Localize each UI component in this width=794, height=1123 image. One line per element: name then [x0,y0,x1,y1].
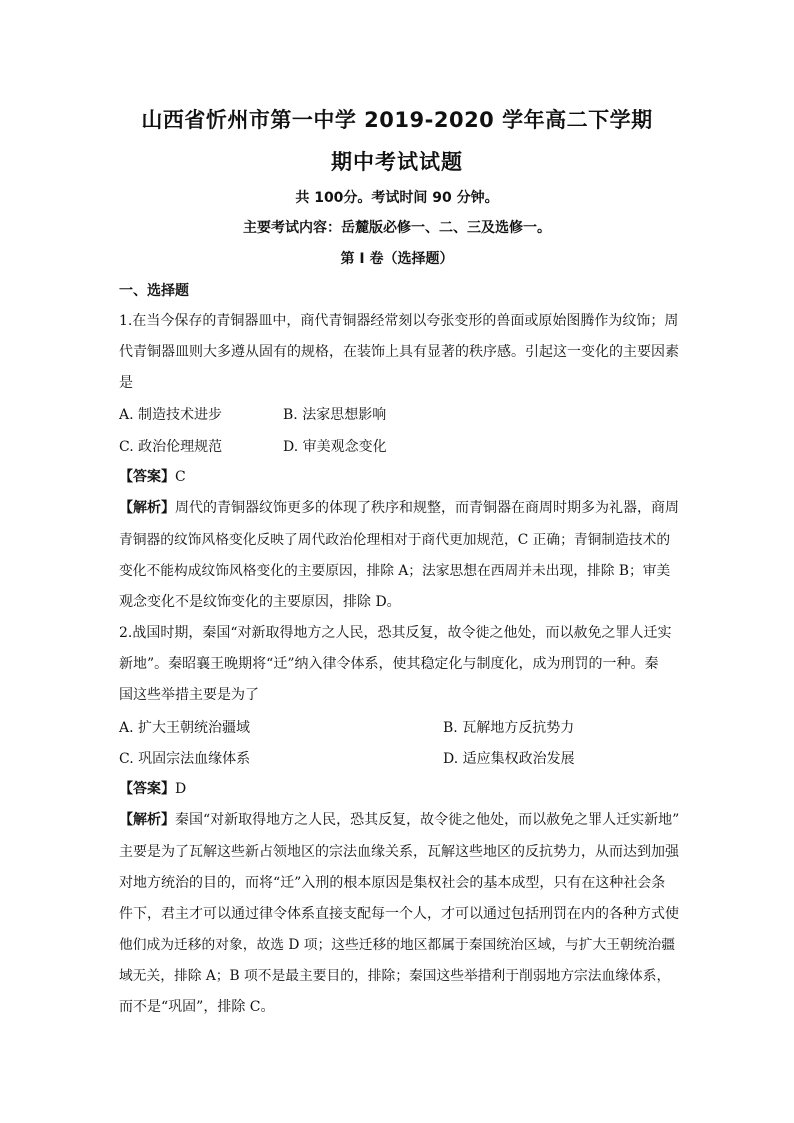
section-heading: 一、选择题 [119,283,189,299]
question-1-line-3: 是 [119,375,133,391]
answer-value: D [175,781,187,797]
analysis-tag: 【解析】 [119,500,175,516]
question-1-answer [119,467,679,487]
question-1-analysis-line-2: 青铜器的纹饰风格变化反映了周代政治伦理相对于商代更加规范，C 正确；青铜制造技术的 [119,532,671,548]
question-1-line-2: 代青铜器皿则大多遵从固有的规格，在装饰上具有显著的秩序感。引起这一变化的主要因素 [119,344,679,360]
question-2-analysis-line-2: 主要是为了瓦解这些新占领地区的宗法血缘关系，瓦解这些地区的反抗势力，从而达到加强 [119,844,679,860]
question-2-option-b: B. 瓦解地方反抗势力 [443,720,575,736]
question-2-line-1: 2.战国时期，秦国“对新取得地方之人民，恐其反复，故令徙之他处，而以赦免之罪人迁实 [119,625,672,641]
question-2-analysis-line-4: 件下，君主才可以通过律令体系直接支配每一个人，才可以通过包括刑罚在内的各种方式使 [119,906,679,922]
analysis-text: 秦国“对新取得地方之人民，恐其反复，故令徙之他处，而以赦免之罪人迁实新地” [175,812,680,828]
question-2-analysis-line-3: 对地方统治的目的，而将“迁”入刑的根本原因是集权社会的基本成型，只有在这种社会条 [119,875,666,891]
question-2-analysis-line-6: 域无关，排除 A；B 项不是最主要目的，排除；秦国这些举措利于削弱地方宗法血缘体系， [119,968,671,984]
analysis-tag: 【解析】 [119,812,175,828]
exam-info-score: 共 100分。考试时间 90 分钟。 [295,190,499,206]
exam-info-content: 主要考试内容：岳麓版必修一、二、三及选修一。 [243,220,551,236]
question-1-analysis-line-3: 变化不能构成纹饰风格变化的主要原因，排除 A；法家思想在西周并未出现，排除 B；审美 [119,563,671,579]
question-2-option-c: C. 巩固宗法血缘体系 [119,751,251,767]
volume-heading: 第 I 卷（选择题） [340,251,454,267]
question-2-analysis-line-5: 他们成为迁移的对象，故选 D 项；这些迁移的地区都属于秦国统治区域，与扩大王朝统治疆 [119,937,676,953]
answer-tag: 【答案】 [119,469,175,485]
question-2-option-a: A. 扩大王朝统治疆域 [119,720,251,736]
question-2-line-2: 新地”。秦昭襄王晚期将“迁”纳入律令体系，使其稳定化与制度化，成为刑罚的一种。秦 [119,656,659,672]
exam-title: 山西省忻州市第一中学 2019-2020 学年高二下学期 [141,108,653,132]
question-2-analysis-line-7: 而不是“巩固”，排除 C。 [119,999,275,1015]
question-1-line-1: 1.在当今保存的青铜器皿中，商代青铜器经常刻以夸张变形的兽面或原始图腾作为纹饰；周 [119,313,679,329]
question-1-option-d: D. 审美观念变化 [283,439,387,455]
question-1-analysis-line-1 [119,498,679,518]
question-1-option-c: C. 政治伦理规范 [119,439,223,455]
answer-tag: 【答案】 [119,781,175,797]
question-2-answer [119,779,679,799]
question-1-analysis-line-4: 观念变化不是纹饰变化的主要原因，排除 D。 [119,594,401,610]
answer-value: C [175,469,186,485]
question-2-analysis-line-1 [119,810,679,830]
analysis-text: 周代的青铜器纹饰更多的体现了秩序和规整，而青铜器在商周时期多为礼器，商周 [175,500,679,516]
question-1-option-a: A. 制造技术进步 [119,407,223,423]
question-2-option-d: D. 适应集权政治发展 [443,751,575,767]
exam-subtitle: 期中考试试题 [331,150,463,174]
question-1-option-b: B. 法家思想影响 [283,407,387,423]
question-2-line-3: 国这些举措主要是为了 [119,687,259,703]
